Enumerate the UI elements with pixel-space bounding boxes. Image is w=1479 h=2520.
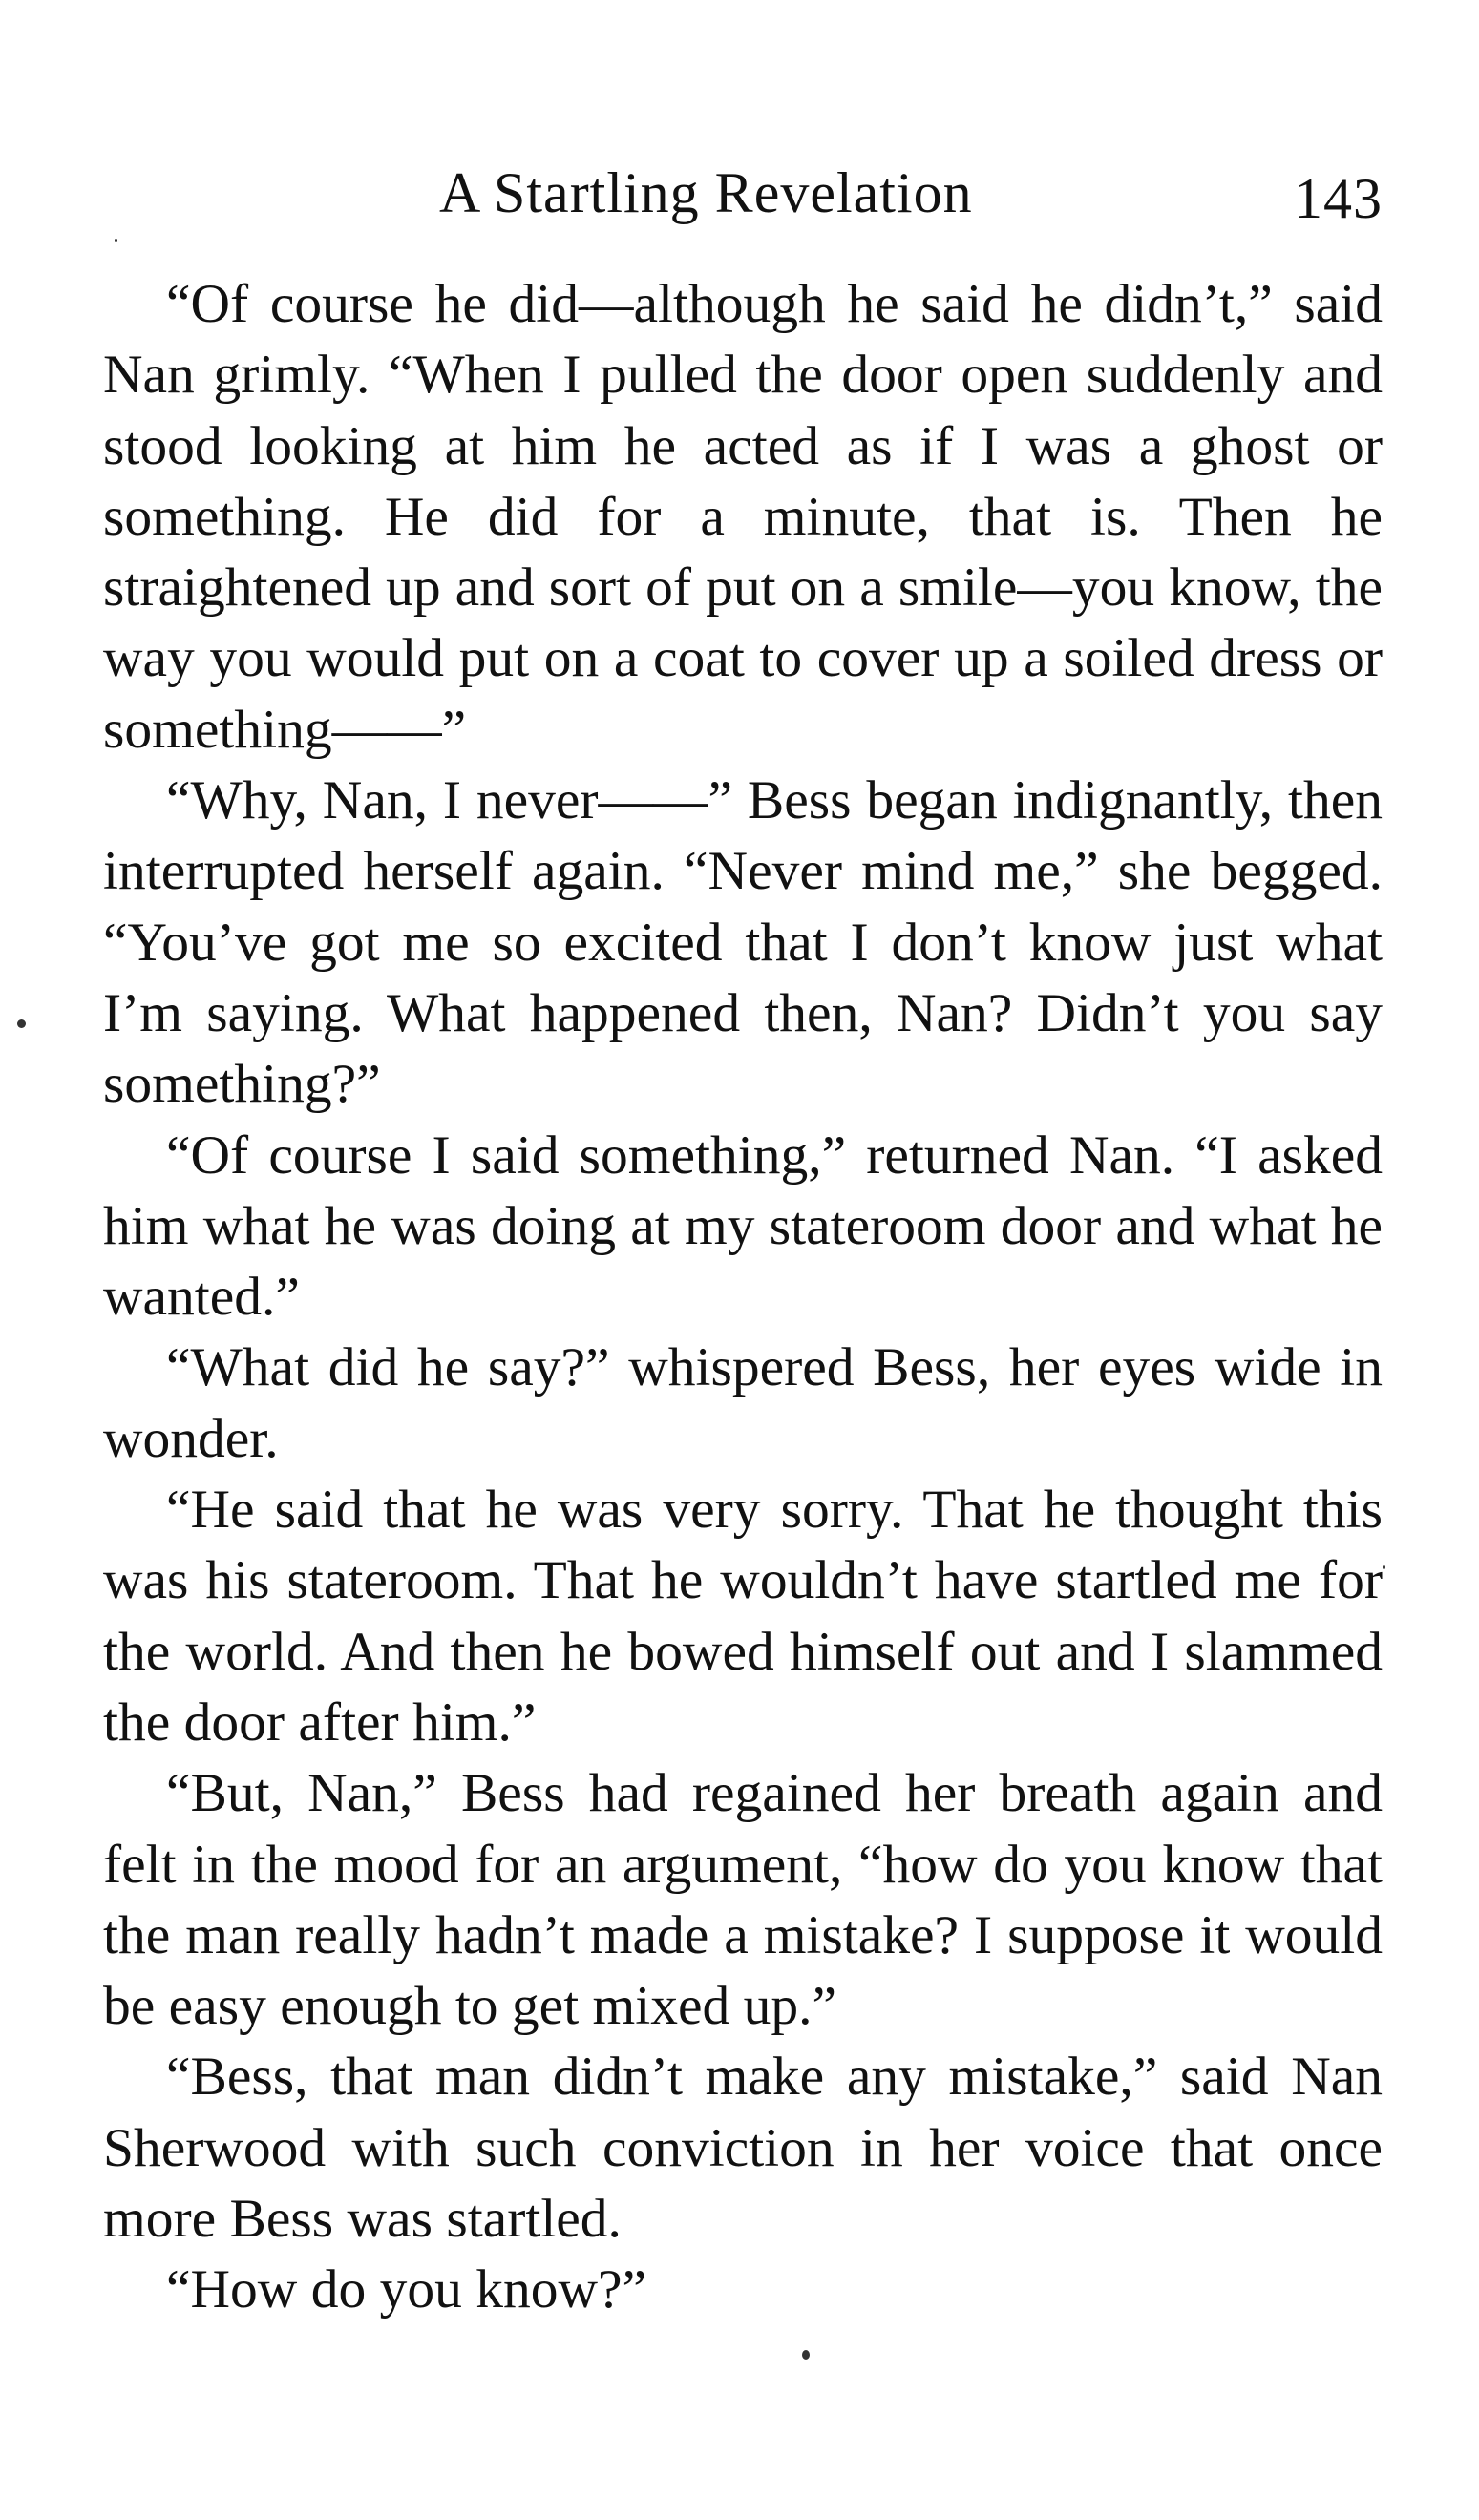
paragraph: “He said that he was very sorry. That he thought this was his stateroom. That he wouldn’t have startled me for the world. And then he bowed himself out and I slammed the door after him.” — [103, 1480, 1383, 1753]
scan-speck — [802, 2350, 810, 2360]
paragraph: “Of course I said something,” returned Nan. “I asked him what he was doing at my stateroom door and what he wanted.” — [103, 1124, 1383, 1328]
page-number: 143 — [1294, 167, 1383, 230]
scan-speck — [17, 1019, 26, 1028]
paragraph: “Bess, that man didn’t make any mistake,” said Nan Sherwood with such conviction in her voice that once more Bess was startled. — [103, 2047, 1383, 2250]
paragraph: “Why, Nan, I never——” Bess began indignantly, then interrupted herself again. “Never mind me,” she begged. “You’ve got me so excited that I don’t know just what I’m saying. What happened then, Nan? Didn’t you say something?” — [103, 770, 1383, 1115]
body-text — [103, 269, 1383, 2326]
paragraph: “How do you know?” — [166, 2259, 647, 2320]
paragraph: “But, Nan,” Bess had regained her breath again and felt in the mood for an argument, “how do you know that the man really hadn’t made a mistake? I suppose it would be easy enough to get mixed up.” — [103, 1763, 1383, 2037]
paragraph: “What did he say?” whispered Bess, her eyes wide in wonder. — [103, 1337, 1383, 1469]
running-head — [103, 160, 1383, 237]
running-title: A Startling Revelation — [439, 161, 973, 224]
scan-speck — [1383, 1565, 1385, 1569]
scan-speck — [115, 239, 117, 242]
paragraph: “Of course he did—although he said he didn’t,” said Nan grimly. “When I pulled the door open suddenly and stood looking at him he acted as if I was a ghost or something. He did for a minute, that is. Then he straightened up and sort of put on a smile—you know, the way you would put on a coat to cover up a soiled dress or something——” — [103, 274, 1383, 760]
